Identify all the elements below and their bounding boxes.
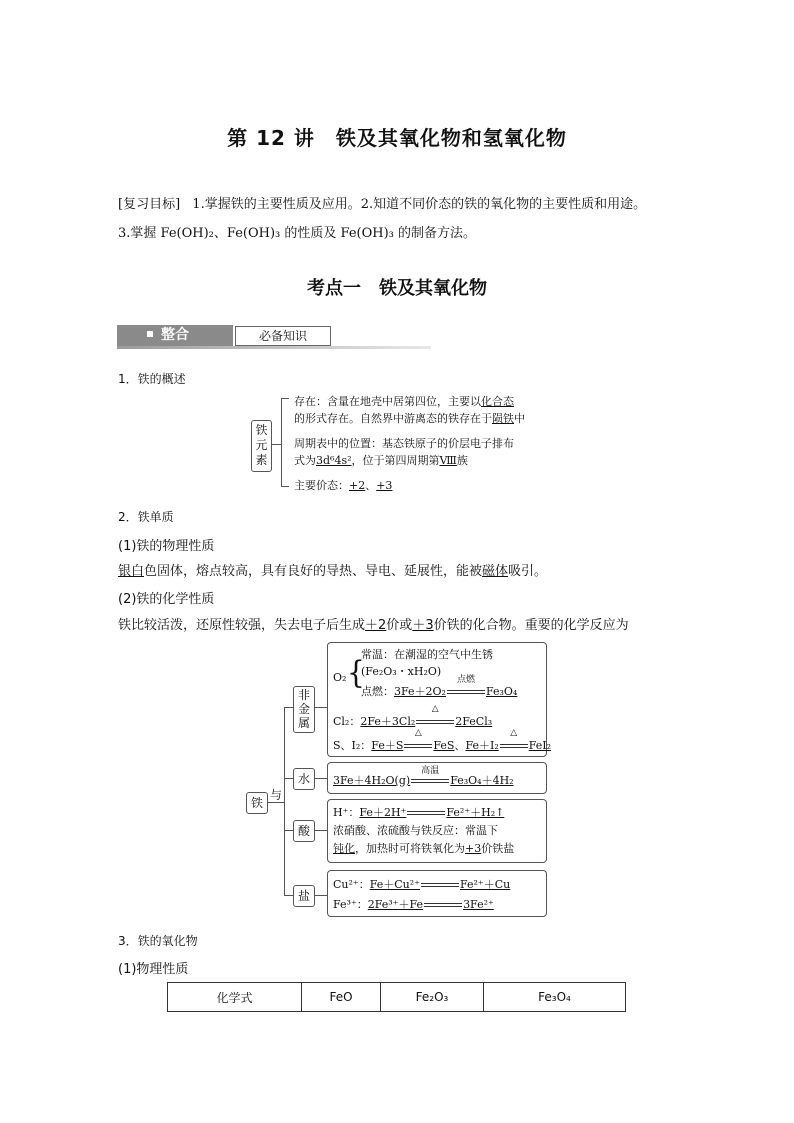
heading-iron-oxides: 3．铁的氧化物 xyxy=(118,934,198,948)
iron-valence: 主要价态：+2、+3 xyxy=(294,479,393,492)
banner-knowledge: 必备知识 xyxy=(235,326,331,346)
iron-existence-2: 的形式存在。自然界中游离态的铁存在于陨铁中 xyxy=(294,412,525,425)
banner-integrate: 整合 xyxy=(117,325,233,346)
o2-reactions xyxy=(361,646,543,700)
heading-iron-element: 2．铁单质 xyxy=(118,510,174,524)
review-goals-line-2: 3.掌握 Fe(OH)₂、Fe(OH)₃ 的性质及 Fe(OH)₃ 的制备方法。 xyxy=(118,226,476,241)
node-acid: 酸 xyxy=(293,820,315,842)
label-o2: O₂ xyxy=(333,671,347,684)
heading-iron-overview: 1．铁的概述 xyxy=(118,372,186,386)
s-i2-reaction: S、I₂：Fe＋S △ FeS、Fe＋I₂ △ FeI₂ xyxy=(333,728,552,752)
page-title: 第 12 讲 铁及其氧化物和氢氧化物 xyxy=(227,126,567,150)
iron-existence-1: 存在：含量在地壳中居第四位，主要以化合态 xyxy=(294,395,514,408)
heading-oxide-physical: (1)物理性质 xyxy=(118,962,189,977)
iron-overview-details xyxy=(294,393,574,494)
chemical-properties-text: 铁比较活泼，还原性较强，失去电子后生成＋2价或＋3价铁的化合物。重要的化学反应为 xyxy=(118,618,629,633)
node-iron: 铁 xyxy=(246,792,268,814)
table-header-cell: 化学式 xyxy=(168,983,302,1012)
iron-period-2: 式为3d⁶4s²，位于第四周期第Ⅷ族 xyxy=(294,454,468,467)
cu-reaction: Cu²⁺：Fe＋Cu²⁺ Fe²⁺＋Cu xyxy=(333,878,511,891)
table-row xyxy=(168,983,626,1012)
heading-chemical-properties: (2)铁的化学性质 xyxy=(118,592,215,607)
node-water: 水 xyxy=(293,768,315,790)
node-salt: 盐 xyxy=(293,885,315,907)
node-nonmetal: 非金属 xyxy=(293,686,315,733)
iron-period-1: 周期表中的位置：基态铁原子的价层电子排布 xyxy=(294,437,514,450)
o2-normal: 常温：在潮湿的空气中生锈 xyxy=(361,648,493,661)
cl2-reaction: Cl₂：2Fe＋3Cl₂ △ 2FeCl₃ xyxy=(333,704,493,728)
brace-o2: { xyxy=(347,654,365,691)
physical-properties-text: 银白色固体，熔点较高，具有良好的导热、导电、延展性，能被磁体吸引。 xyxy=(118,564,548,579)
label-with: 与 xyxy=(270,788,283,802)
table-header-cell: Fe₂O₃ xyxy=(381,983,484,1012)
h-reaction: H⁺：Fe＋2H⁺ Fe²⁺＋H₂↑ xyxy=(333,806,505,819)
acid-passivation-2: 钝化，加热时可将铁氧化为+3价铁盐 xyxy=(333,842,515,855)
section-banner xyxy=(117,325,431,347)
review-goals-text-1: 1.掌握铁的主要性质及应用。2.知道不同价态的铁的氧化物的主要性质和用途。 xyxy=(192,197,647,212)
o2-burn: 点燃：3Fe＋2O₂ 点燃 Fe₃O₄ xyxy=(361,675,518,698)
node-iron-element: 铁元素 xyxy=(251,420,272,472)
section-title: 考点一 铁及其氧化物 xyxy=(307,278,487,299)
heading-physical-properties: (1)铁的物理性质 xyxy=(118,539,215,554)
acid-reactions xyxy=(333,804,543,858)
acid-passivation-1: 浓硝酸、浓硫酸与铁反应：常温下 xyxy=(333,824,498,837)
oxide-properties-table xyxy=(167,982,626,1012)
review-goals-tag: [复习目标] xyxy=(118,197,181,212)
review-goals-line-1 xyxy=(118,193,646,212)
table-header-cell: Fe₃O₄ xyxy=(484,983,626,1012)
o2-rust: (Fe₂O₃・xH₂O) xyxy=(361,665,442,678)
water-reaction: 3Fe＋4H₂O(g) 高温 Fe₃O₄＋4H₂ xyxy=(333,766,514,787)
fe3-reaction: Fe³⁺：2Fe³⁺＋Fe 3Fe²⁺ xyxy=(333,898,494,911)
salt-reactions xyxy=(333,875,510,915)
table-header-cell: FeO xyxy=(302,983,381,1012)
